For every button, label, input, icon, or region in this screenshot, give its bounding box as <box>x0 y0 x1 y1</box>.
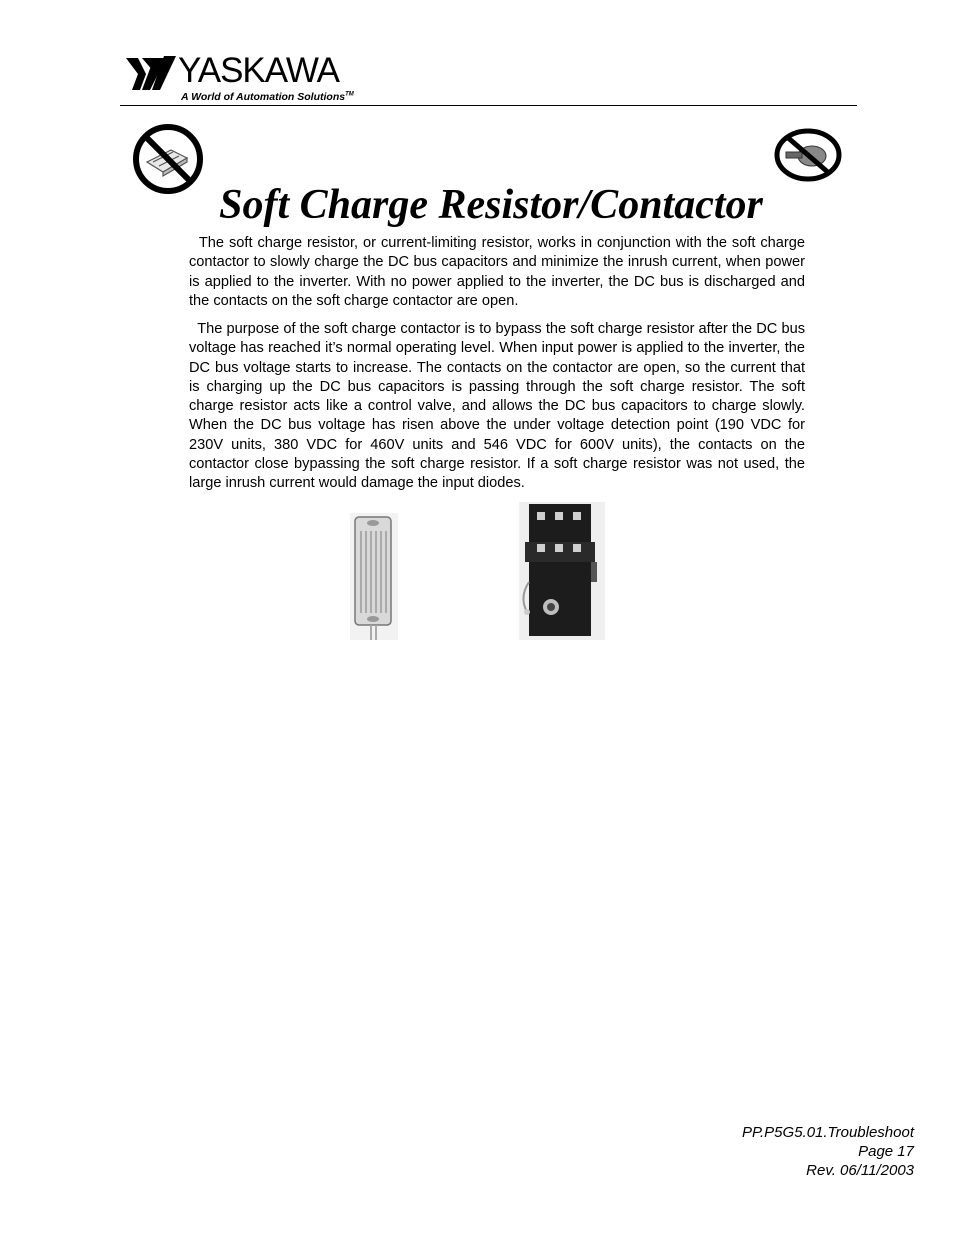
soft-charge-resistor-photo <box>350 513 398 640</box>
logo-tagline: A World of Automation Solutions™ <box>181 91 354 103</box>
footer-document-id: PP.P5G5.01.Troubleshoot <box>741 1124 914 1141</box>
page-title: Soft Charge Resistor/Contactor <box>219 182 763 228</box>
header-divider <box>120 105 857 106</box>
yaskawa-mark-icon <box>124 52 178 94</box>
footer-revision: Rev. 06/11/2003 <box>806 1162 914 1179</box>
paragraph-2: The purpose of the soft charge contactor is to bypass the soft charge resistor after the DC bus voltage has reached it’s normal operating level. When input power is applied to the inverter, the DC bus voltage starts to increase. The contacts on the contactor are open, so the current that is charging up the DC bus capacitors is passing through the soft charge resistor. The soft charge resistor acts like a control valve, and allows the DC bus capacitors to charge slowly. When the DC bus voltage has risen above the under voltage detection point (190 VDC for 230V units, 380 VDC for 460V units and 546 VDC for 600V units), the contacts on the contactor close bypassing the soft charge resistor. If a soft charge resistor was not used, the large inrush current would damage the input diodes. <box>189 321 805 492</box>
no-plug-icon <box>774 128 842 182</box>
soft-charge-contactor-photo <box>519 502 605 640</box>
footer-page-number: Page 17 <box>858 1143 914 1160</box>
logo-wordmark: YASKAWA <box>178 51 339 90</box>
paragraph-1: The soft charge resistor, or current-limiting resistor, works in conjunction with the soft charge contactor to slowly charge the DC bus capacitors and minimize the inrush current, when power is applied to the inverter. With no power applied to the inverter, the DC bus is discharged and the contacts on the soft charge contactor are open. <box>189 235 805 309</box>
yaskawa-logo <box>124 52 374 108</box>
page-footer <box>742 1123 914 1180</box>
